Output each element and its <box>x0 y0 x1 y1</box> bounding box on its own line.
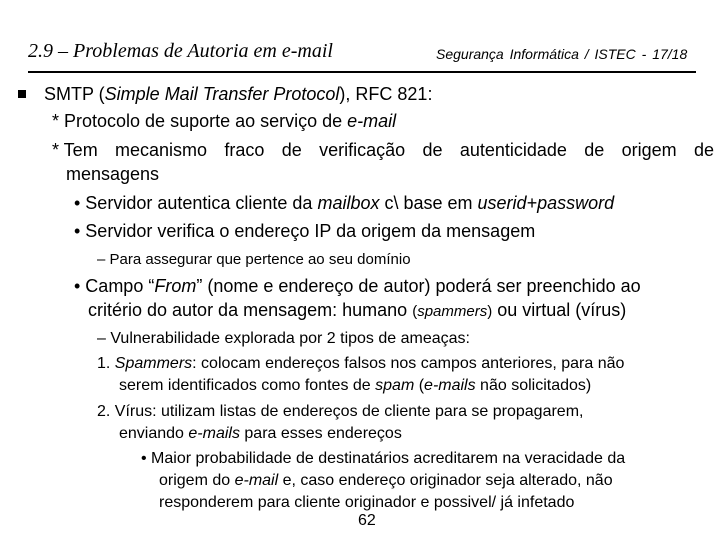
text: * Protocolo de suporte ao serviço de <box>52 111 348 131</box>
line-campo-from <box>74 276 641 297</box>
text-italic: e-mails <box>424 377 476 394</box>
line-servidor-verifica: • Servidor verifica o endereço IP da origem da mensagem <box>74 221 536 241</box>
text: • Campo “ <box>74 276 155 296</box>
text-italic: e-mails <box>188 425 240 442</box>
line-mecanismo <box>52 140 714 161</box>
header-divider <box>28 71 696 73</box>
square-bullet-icon <box>18 90 26 98</box>
word: fraco <box>224 140 265 160</box>
line-origem <box>159 472 613 490</box>
line-responderem: responderem para cliente originador e possivel/ já infetado <box>159 494 575 511</box>
line-maior-probabilidade: • Maior probabilidade de destinatários acreditarem na veracidade da <box>141 450 626 467</box>
word: autenticidade <box>459 140 567 160</box>
word: verificação <box>319 140 406 160</box>
line-criterio <box>88 300 626 321</box>
line-servidor-autentica <box>74 193 614 214</box>
text-small: ( <box>412 303 418 320</box>
line-serem <box>119 377 591 395</box>
text: e, caso endereço originador seja alterado, não <box>278 472 613 489</box>
text-italic: e-mail <box>234 472 279 489</box>
word: de <box>422 140 443 160</box>
text: ), RFC 821: <box>339 84 433 104</box>
text-italic: From <box>154 276 197 296</box>
line-enviando <box>119 425 402 443</box>
text: não solicitados) <box>475 377 592 394</box>
text-italic: Simple Mail Transfer Protocol <box>104 84 340 104</box>
slide-header-title: 2.9 – Problemas de Autoria em e-mail <box>28 40 333 62</box>
word: de <box>584 140 605 160</box>
text: para esses endereços <box>239 425 402 442</box>
page-number: 62 <box>358 512 376 529</box>
text: c\ base em <box>379 193 478 213</box>
text-italic: mailbox <box>317 193 380 213</box>
text-small-italic: spammers <box>417 303 488 320</box>
word: de <box>693 140 714 160</box>
text-small: ) <box>487 303 493 320</box>
word: mecanismo <box>115 140 208 160</box>
text: • Servidor autentica cliente da <box>74 193 318 213</box>
line-mensagens: mensagens <box>66 164 160 184</box>
text: ” (nome e endereço de autor) poderá ser preenchido ao <box>196 276 641 296</box>
line-smtp <box>44 84 432 105</box>
line-protocolo <box>52 111 396 132</box>
line-virus: 2. Vírus: utilizam listas de endereços de cliente para se propagarem, <box>97 403 584 420</box>
text: serem identificados como fontes de <box>119 377 376 394</box>
text: 1. <box>97 355 115 372</box>
text-italic: spam <box>375 377 415 394</box>
word: * Tem <box>52 140 98 160</box>
text: critério do autor da mensagem: humano <box>88 300 413 320</box>
line-spammers <box>97 355 624 373</box>
text: ( <box>414 377 425 394</box>
text-italic: Spammers <box>114 355 193 372</box>
text: : colocam endereços falsos nos campos anteriores, para não <box>192 355 625 372</box>
word: origem <box>621 140 677 160</box>
text: enviando <box>119 425 189 442</box>
word: de <box>281 140 302 160</box>
text: origem do <box>159 472 235 489</box>
text: SMTP ( <box>44 84 105 104</box>
text-italic: userid+password <box>477 193 615 213</box>
text-italic: e-mail <box>347 111 397 131</box>
slide-header-course: Segurança Informática / ISTEC - 17/18 <box>436 46 688 62</box>
line-assegurar: – Para assegurar que pertence ao seu domínio <box>97 251 411 268</box>
line-vulnerabilidade: – Vulnerabilidade explorada por 2 tipos de ameaças: <box>97 330 470 347</box>
text: ou virtual (vírus) <box>492 300 627 320</box>
